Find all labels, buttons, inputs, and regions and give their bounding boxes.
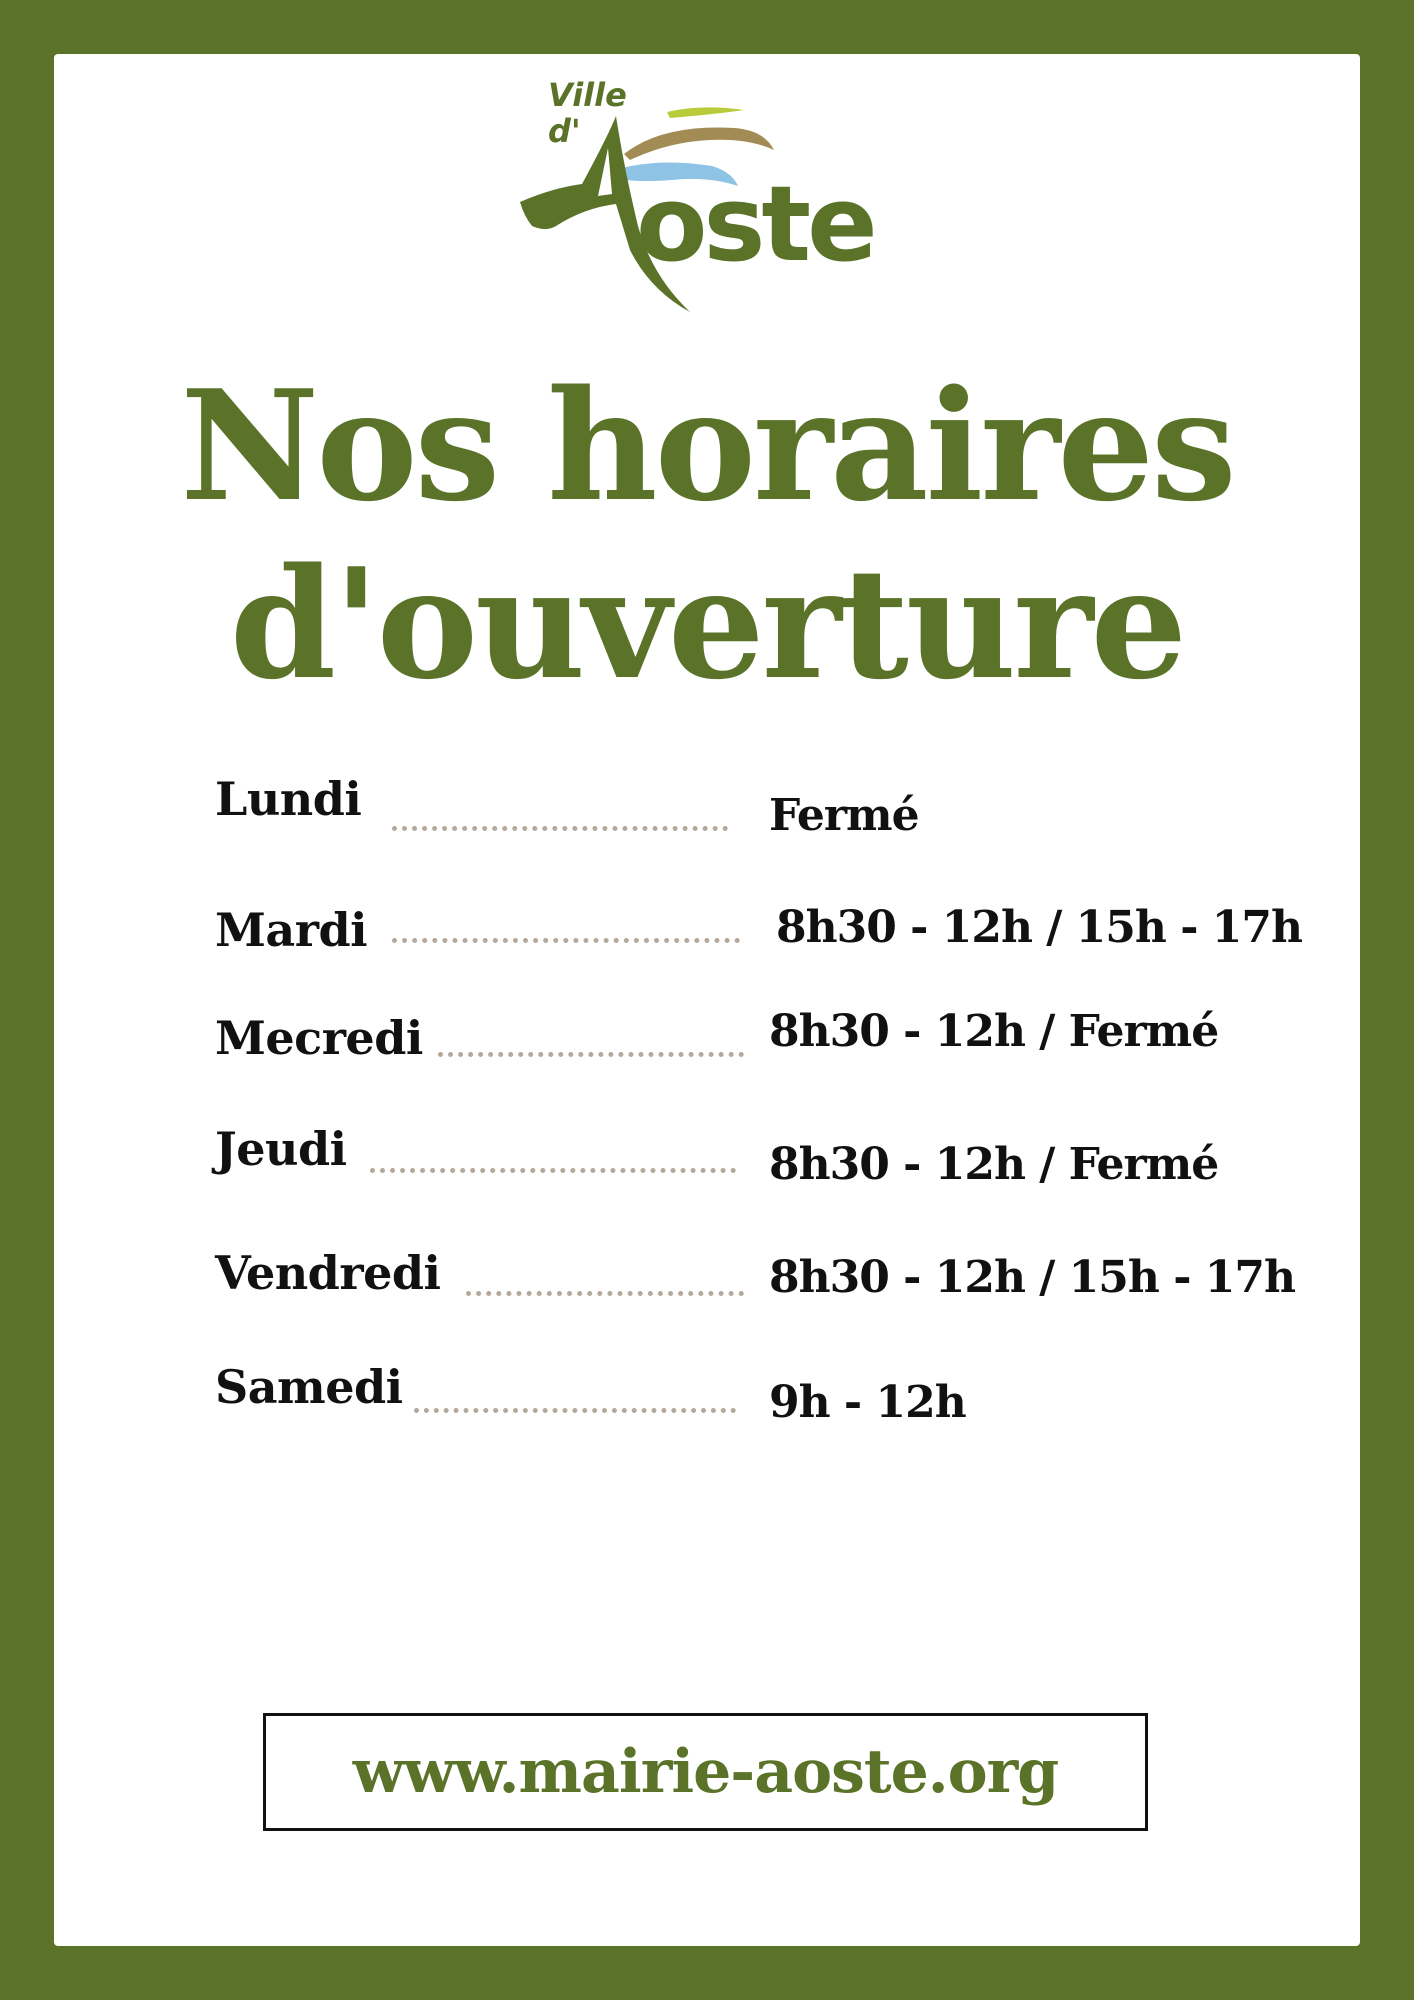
- logo-stroke-green: [667, 107, 744, 118]
- day-label: Jeudi: [215, 1122, 347, 1176]
- day-label: Samedi: [215, 1360, 403, 1414]
- hours-value: 9h - 12h: [769, 1377, 966, 1428]
- logo-ville-text: Ville: [548, 76, 627, 114]
- day-label: Mardi: [215, 903, 368, 957]
- hours-value: 8h30 - 12h / 15h - 17h: [776, 902, 1303, 953]
- page-title-line2: d'ouverture: [229, 534, 1185, 713]
- hours-value: 8h30 - 12h / Fermé: [769, 1006, 1219, 1057]
- dotted-leader: [438, 1052, 744, 1057]
- hours-value: 8h30 - 12h / 15h - 17h: [769, 1252, 1296, 1303]
- hours-value: Fermé: [769, 790, 919, 841]
- dotted-leader: [392, 826, 728, 831]
- poster-card: [54, 54, 1360, 1946]
- logo-name-text: oste: [636, 163, 874, 285]
- day-label: Lundi: [215, 772, 362, 826]
- dotted-leader: [392, 938, 740, 943]
- day-label: Mecredi: [215, 1011, 423, 1065]
- day-label: Vendredi: [215, 1246, 441, 1300]
- page-title-line1: Nos horaires: [180, 356, 1234, 535]
- logo-stroke-brown: [624, 128, 774, 160]
- website-box: [263, 1713, 1148, 1831]
- ville-daoste-logo: [512, 76, 902, 322]
- dotted-leader: [370, 1168, 736, 1173]
- dotted-leader: [466, 1291, 744, 1296]
- dotted-leader: [414, 1408, 736, 1413]
- logo-prefix-text: d': [548, 112, 581, 150]
- website-link[interactable]: www.mairie-aoste.org: [352, 1737, 1059, 1807]
- hours-value: 8h30 - 12h / Fermé: [769, 1139, 1219, 1190]
